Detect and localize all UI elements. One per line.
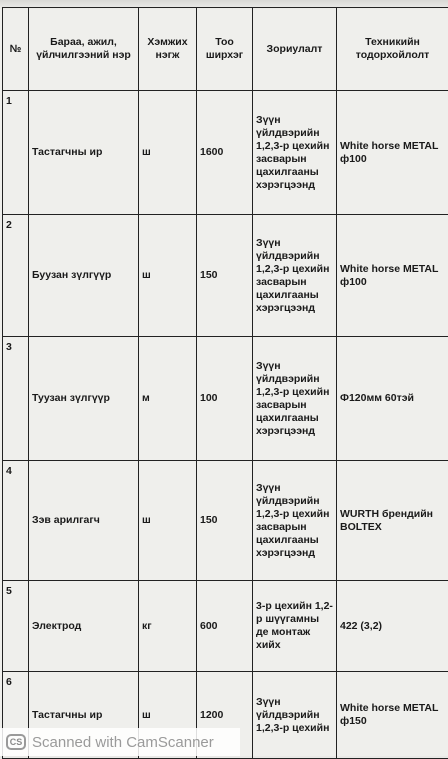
row-spec: WURTH брендийн BOLTEX	[337, 461, 448, 581]
header-purpose: Зориулалт	[253, 8, 337, 91]
row-no: 2	[3, 215, 29, 337]
camscanner-logo-icon: CS	[6, 734, 26, 750]
row-qty: 150	[197, 461, 253, 581]
table-row	[3, 581, 448, 672]
row-qty: 100	[197, 337, 253, 461]
header-unit: Хэмжих нэгж	[139, 8, 197, 91]
row-name: Зэв арилгагч	[29, 461, 139, 581]
row-spec: White horse METAL ф100	[337, 91, 448, 215]
row-purpose: Зүүн үйлдвэрийн 1,2,3-р цехийн засварын цахилгааны хэрэгцээнд	[253, 91, 337, 215]
row-no: 6	[3, 672, 29, 759]
table-row	[3, 337, 448, 461]
row-qty: 600	[197, 581, 253, 672]
row-unit: кг	[139, 581, 197, 672]
row-spec: 422 (3,2)	[337, 581, 448, 672]
row-no: 1	[3, 91, 29, 215]
row-name: Электрод	[29, 581, 139, 672]
table-row	[3, 91, 448, 215]
row-purpose: 3-р цехийн 1,2-р шүүгамны де монтаж хийх	[253, 581, 337, 672]
row-name: Буузан зүлгүүр	[29, 215, 139, 337]
row-unit: ш	[139, 672, 197, 759]
row-name: Тастагчны ир	[29, 91, 139, 215]
row-name: Туузан зүлгүүр	[29, 337, 139, 461]
table-row	[3, 461, 448, 581]
row-qty: 1200	[197, 672, 253, 759]
header-name: Бараа, ажил, үйлчилгээний нэр	[29, 8, 139, 91]
row-no: 3	[3, 337, 29, 461]
row-unit: ш	[139, 91, 197, 215]
row-unit: ш	[139, 461, 197, 581]
row-purpose: Зүүн үйлдвэрийн 1,2,3-р цехийн	[253, 672, 337, 759]
table-row	[3, 215, 448, 337]
row-no: 4	[3, 461, 29, 581]
row-qty: 150	[197, 215, 253, 337]
table-header-row	[3, 8, 448, 91]
row-qty: 1600	[197, 91, 253, 215]
row-unit: м	[139, 337, 197, 461]
row-no: 5	[3, 581, 29, 672]
row-purpose: Зүүн үйлдвэрийн 1,2,3-р цехийн засварын цахилгааны хэрэгцээнд	[253, 337, 337, 461]
procurement-table	[2, 7, 448, 759]
header-qty: Тоо ширхэг	[197, 8, 253, 91]
row-spec: White horse METAL ф150	[337, 672, 448, 759]
row-spec: White horse METAL ф100	[337, 215, 448, 337]
row-unit: ш	[139, 215, 197, 337]
row-purpose: Зүүн үйлдвэрийн 1,2,3-р цехийн засварын цахилгааны хэрэгцээнд	[253, 215, 337, 337]
row-name: Тастагчны ир	[29, 672, 139, 759]
camscanner-watermark	[0, 728, 240, 756]
header-no: №	[3, 8, 29, 91]
row-purpose: Зүүн үйлдвэрийн 1,2,3-р цехийн засварын цахилгааны хэрэгцээнд	[253, 461, 337, 581]
row-spec: Ф120мм 60тэй	[337, 337, 448, 461]
watermark-text: Scanned with CamScanner	[32, 734, 214, 751]
header-spec: Техникийн тодорхойлолт	[337, 8, 448, 91]
